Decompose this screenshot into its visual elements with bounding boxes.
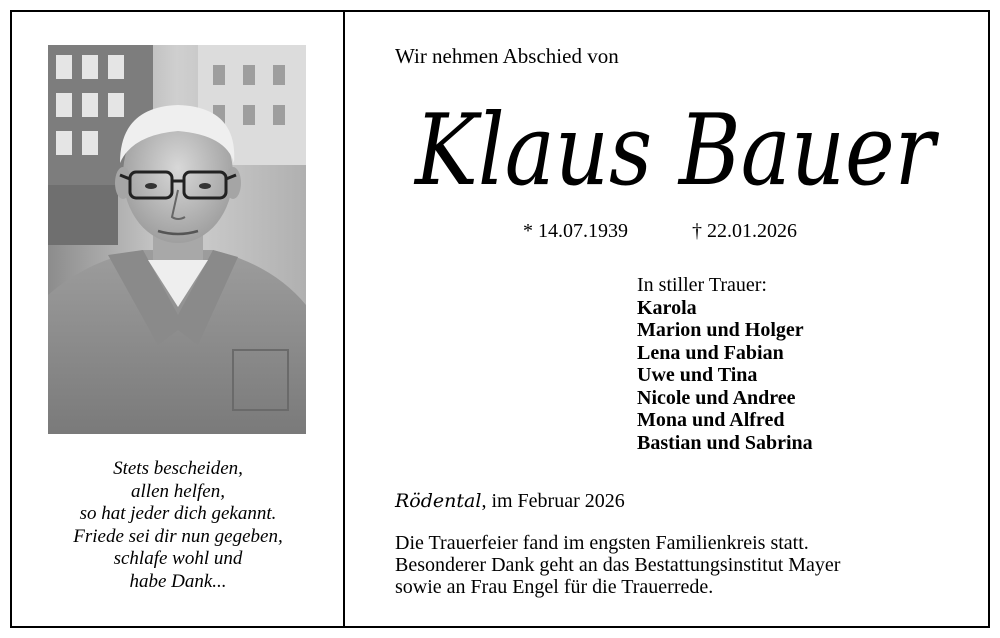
birth-date: * 14.07.1939 bbox=[523, 220, 628, 242]
death-date: † 22.01.2026 bbox=[692, 220, 797, 242]
poem-line: so hat jeder dich gekannt. bbox=[79, 503, 277, 524]
poem-line: schlafe wohl und bbox=[113, 548, 243, 569]
place-name: Rödental bbox=[395, 490, 482, 512]
mourner-name: Bastian und Sabrina bbox=[637, 431, 813, 454]
mourner-name: Uwe und Tina bbox=[637, 364, 758, 386]
column-divider bbox=[343, 10, 345, 628]
place-date-rest: , im Februar 2026 bbox=[481, 490, 625, 512]
mourner-name: Mona und Alfred bbox=[637, 409, 785, 431]
closing-text bbox=[395, 532, 840, 598]
poem-line: habe Dank... bbox=[129, 570, 227, 592]
portrait-photo bbox=[48, 45, 306, 434]
memorial-poem bbox=[38, 458, 318, 593]
mourner-name: Marion und Holger bbox=[637, 319, 804, 341]
mourners-list bbox=[637, 274, 813, 454]
svg-text:Klaus Bauer: Klaus Bauer bbox=[413, 94, 940, 208]
closing-line: Besonderer Dank geht an das Bestattungsinstitut Mayer bbox=[395, 554, 841, 576]
closing-line: sowie an Frau Engel für die Trauerrede. bbox=[395, 576, 714, 598]
mourner-name: Nicole und Andree bbox=[637, 386, 796, 409]
poem-line: allen helfen, bbox=[131, 480, 225, 502]
mourners-heading: In stiller Trauer: bbox=[637, 274, 767, 296]
mourner-name: Lena und Fabian bbox=[637, 341, 784, 364]
poem-line: Friede sei dir nun gegeben, bbox=[73, 525, 283, 547]
deceased-name bbox=[395, 84, 955, 214]
closing-line: Die Trauerfeier fand im engsten Familienkreis statt. bbox=[395, 532, 809, 554]
intro-text: Wir nehmen Abschied von bbox=[395, 44, 619, 68]
place-date-line bbox=[395, 490, 625, 513]
poem-line: Stets bescheiden, bbox=[113, 458, 243, 479]
mourner-name: Karola bbox=[637, 296, 697, 319]
